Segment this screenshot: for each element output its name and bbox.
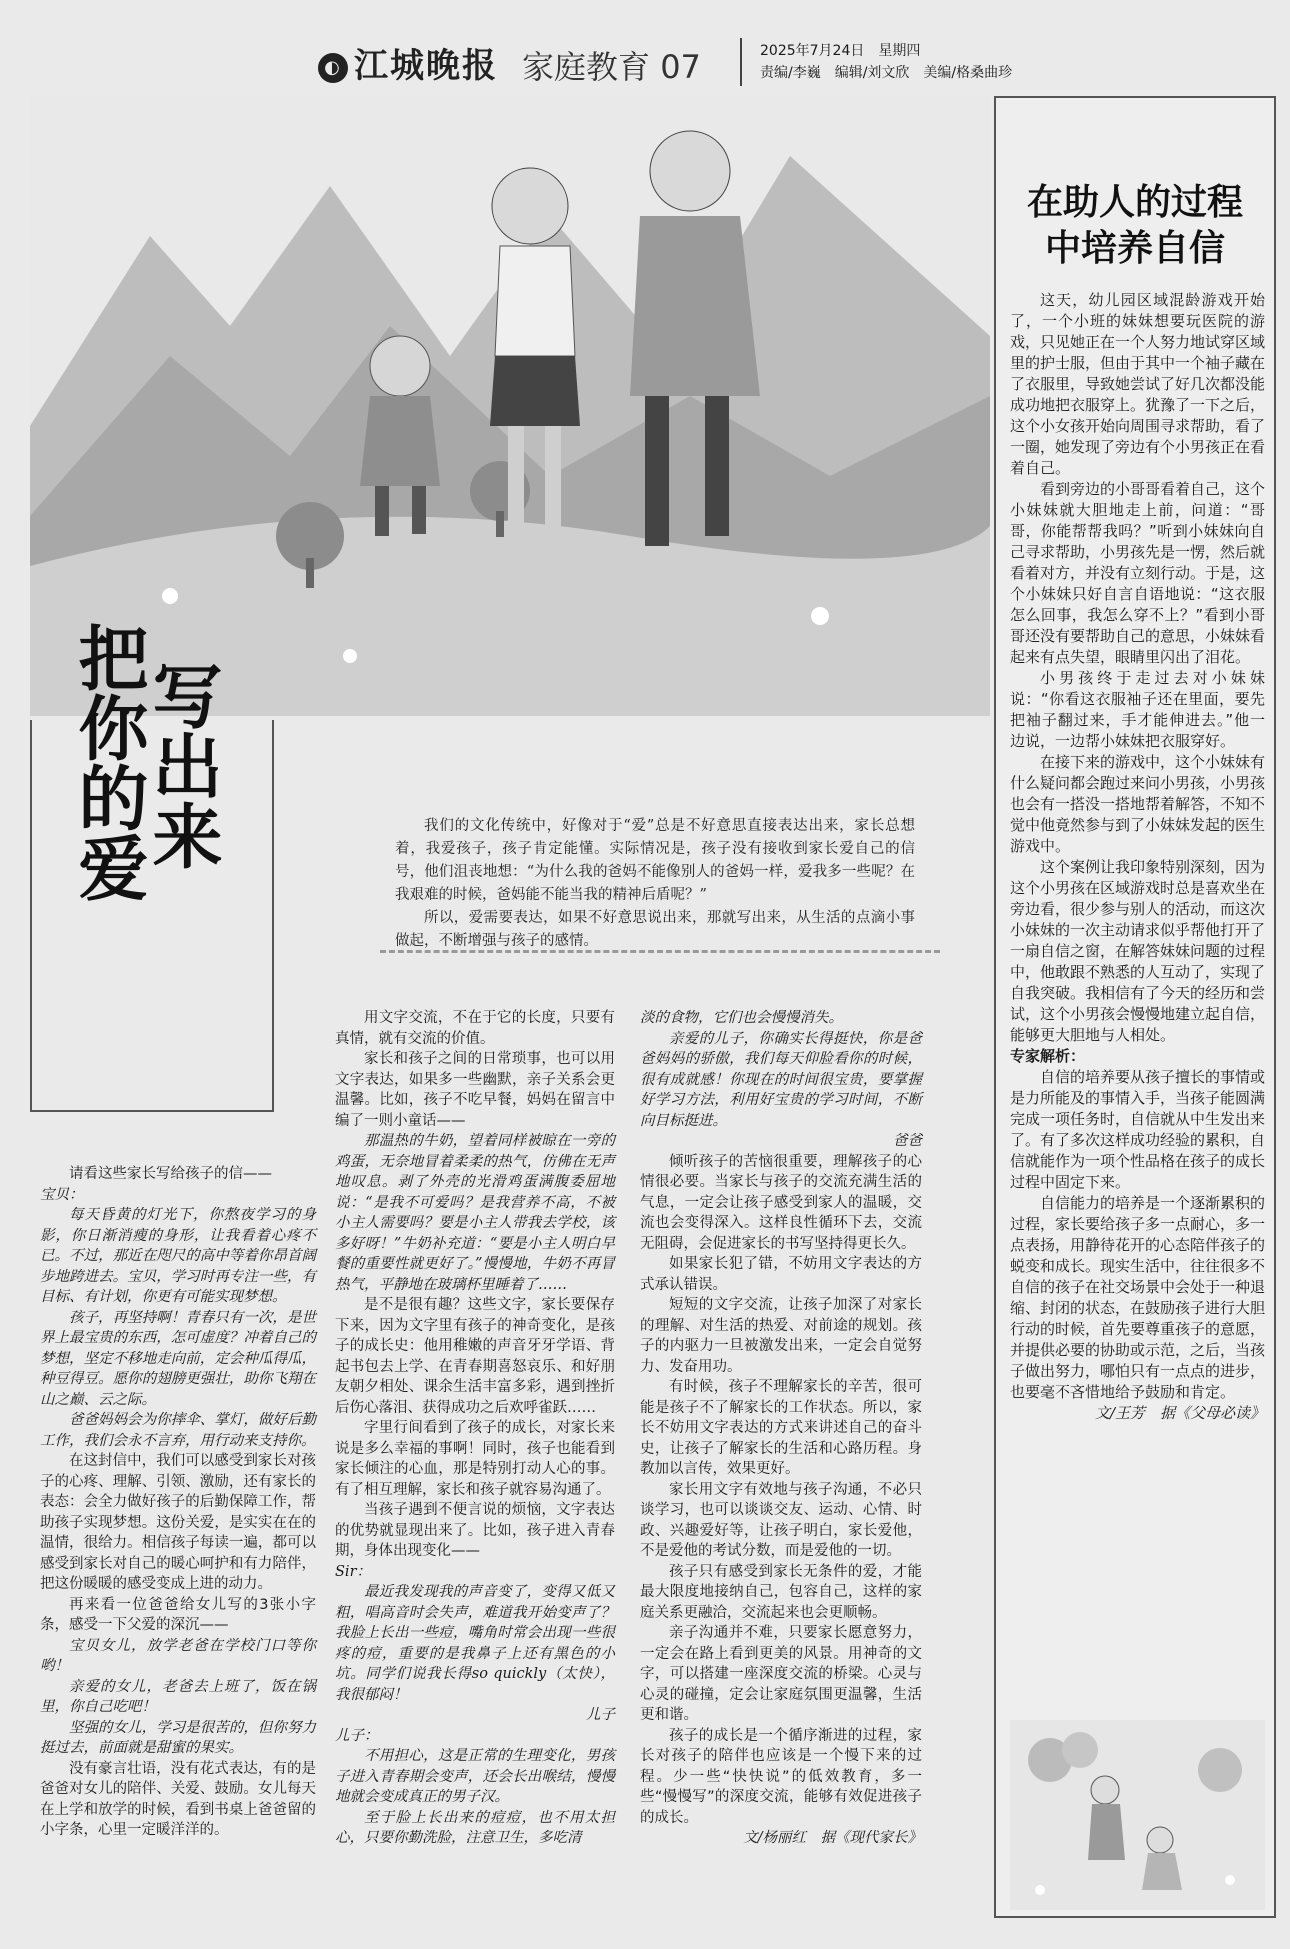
article-column-3 bbox=[640, 1008, 922, 1849]
paragraph: 儿子： bbox=[335, 1727, 379, 1744]
illustration-svg bbox=[30, 96, 990, 716]
paragraph: 如果家长犯了错，不妨用文字表达的方式承认错误。 bbox=[640, 1256, 922, 1293]
main-title-column-right: 写出来 bbox=[141, 660, 223, 870]
paragraph: 有时候，孩子不理解家长的辛苦，很可能是孩子不了解家长的工作状态。所以，家长不妨用文字表达的方式来讲述自己的奋斗史，让孩子了解家长的生活和心路历程。身教加以言传，效果更好。 bbox=[640, 1379, 922, 1477]
paragraph: 在接下来的游戏中，这个小妹妹有什么疑问都会跑过来问小男孩，小男孩也会有一搭没一搭地帮着解答，不知不觉中他竟然参与到了小妹妹发起的医生游戏中。 bbox=[1010, 753, 1266, 855]
article-intro bbox=[395, 815, 915, 953]
paragraph: 坚强的女儿，学习是很苦的，但你努力挺过去，前面就是甜蜜的果实。 bbox=[40, 1719, 316, 1756]
main-title-column-left: 把你的爱 bbox=[67, 622, 149, 902]
paragraph: 那温热的牛奶，望着同样被晾在一旁的鸡蛋，无奈地冒着柔柔的热气，仿佛在无声地叹息。剥了外壳的光滑鸡蛋满腹委屈地说：“是我不可爱吗？是我营养不高，不被小主人需要吗？要是小主人带我去学校，该多好呀！”牛奶补充道：“要是小主人明白早餐的重要性就更好了。”慢慢地，牛奶不再冒热气，平静地在玻璃杯里睡着了…… bbox=[335, 1133, 615, 1293]
paragraph: 没有豪言壮语，没有花式表达，有的是爸爸对女儿的陪伴、关爱、鼓励。女儿每天在上学和放学的时候，看到书桌上爸爸留的小字条，心里一定暖洋洋的。 bbox=[40, 1760, 316, 1838]
masthead bbox=[0, 30, 1290, 86]
section-title: 家庭教育 07 bbox=[522, 48, 701, 86]
page-number: 07 bbox=[660, 48, 701, 86]
children-illustration-svg bbox=[1010, 1720, 1265, 1910]
paragraph: 爸爸 bbox=[893, 1133, 922, 1149]
paragraph: 孩子，再坚持啊！青春只有一次，是世界上最宝贵的东西，怎可虚度？冲着自己的梦想，坚定不移地走向前，定会种瓜得瓜，种豆得豆。愿你的翅膀更强壮，助你飞翔在山之巅、云之际。 bbox=[40, 1309, 316, 1408]
paragraph: 字里行间看到了孩子的成长，对家长来说是多么幸福的事啊！同时，孩子也能看到家长倾注的心血，那是特别打动人心的事。有了相互理解，家长和孩子就容易沟通了。 bbox=[335, 1420, 615, 1498]
paragraph: 家长和孩子之间的日常琐事，也可以用文字表达，如果多一些幽默，亲子关系会更温馨。比如，孩子不吃早餐，妈妈在留言中编了一则小童话—— bbox=[335, 1051, 615, 1129]
paragraph: 这天，幼儿园区域混龄游戏开始了，一个小班的妹妹想要玩医院的游戏，只见她正在一个人努力地试穿区域里的护士服，但由于其中一个袖子藏在了衣服里，导致她尝试了好几次都没能成功地把衣服穿上。犹豫了一下之后，这个小女孩开始向周围寻求帮助，看了一圈，她发现了旁边有个小男孩正在看着自己。 bbox=[1010, 291, 1266, 477]
logo-emblem-icon: ◐ bbox=[318, 53, 348, 83]
intro-divider bbox=[380, 950, 940, 953]
paragraph: 亲爱的儿子，你确实长得挺快，你是爸爸妈妈的骄傲，我们每天仰脸看你的时候，很有成就感！你现在的时间很宝贵，要掌握好学习方法，利用好宝贵的学习时间，不断向目标挺进。 bbox=[640, 1030, 922, 1129]
paragraph: 短短的文字交流，让孩子加深了对家长的理解、对生活的热爱、对前途的规划。孩子的内驱力一旦被激发出来，一定会自觉努力、发奋用功。 bbox=[640, 1297, 922, 1375]
article-column-2 bbox=[335, 1008, 615, 1849]
paragraph: 不用担心，这是正常的生理变化，男孩子进入青春期会变声，还会长出喉结，慢慢地就会变成真正的男子汉。 bbox=[335, 1748, 615, 1805]
paragraph: 孩子只有感受到家长无条件的爱，才能最大限度地接纳自己，包容自己，这样的家庭关系更融洽，交流起来也会更顺畅。 bbox=[640, 1563, 922, 1621]
paragraph: 倾听孩子的苦恼很重要，理解孩子的心情很必要。当家长与孩子的交流充满生活的气息，一定会让孩子感受到家人的温暖，交流也会变得深入。这样良性循环下去，交流无阻碍，会促进家长的书写坚持得更长久。 bbox=[640, 1153, 922, 1252]
paragraph: 再来看一位爸爸给女儿写的3张小字条，感受一下父爱的深沉—— bbox=[40, 1596, 316, 1633]
byline: 文/王芳 据《父母必读》 bbox=[1094, 1404, 1265, 1422]
sidebar-title: 在助人的过程 中培养自信 bbox=[1026, 182, 1243, 269]
paragraph: 这个案例让我印象特别深刻，因为这个小男孩在区域游戏时总是喜欢坐在旁边看，很少参与别人的活动，而这次小妹妹的一次主动请求似乎帮他打开了一扇自信之窗，在解答妹妹问题的过程中，他敢跟不熟悉的人互动了，实现了自我突破。我相信有了今天的经历和尝试，这个小男孩会慢慢地建立起自信，能够更大胆地与人相处。 bbox=[1010, 858, 1266, 1044]
editors-line: 责编/李巍 编辑/刘文欣 美编/格桑曲珍 bbox=[760, 65, 1013, 81]
paragraph: 儿子 bbox=[586, 1707, 615, 1723]
paragraph: 孩子的成长是一个循序渐进的过程，家长对孩子的陪伴也应该是一个慢下来的过程。少一些“快快说”的低效教育，多一些“慢慢写”的深度交流，能够有效促进孩子的成长。 bbox=[640, 1727, 922, 1826]
sidebar-article-body bbox=[1010, 290, 1265, 1424]
paragraph: 淡的食物，它们也会慢慢消失。 bbox=[640, 1010, 843, 1026]
paragraph: 文/杨丽红 据《现代家长》 bbox=[743, 1830, 922, 1846]
paragraph: 家长用文字有效地与孩子沟通，不必只谈学习，也可以谈谈交友、运动、心情、时政、兴趣爱好等，让孩子明白，家长爱他，不是爱他的考试分数，而是爱他的一切。 bbox=[640, 1481, 922, 1559]
intro-paragraph: 所以，爱需要表达，如果不好意思说出来，那就写出来，从生活的点滴小事做起，不断增强与孩子的感情。 bbox=[395, 910, 915, 949]
paragraph: 在这封信中，我们可以感受到家长对孩子的心疼、理解、引领、激励，还有家长的表态：会全力做好孩子的后勤保障工作，帮助孩子实现梦想。这份关爱，是实实在在的温情，很给力。相信孩子每读一遍，都可以感受到家长对自己的暖心呵护和有力陪伴，把这份暖暖的感受变成上进的动力。 bbox=[40, 1453, 316, 1592]
masthead-divider bbox=[740, 38, 742, 86]
paragraph: 请看这些家长写给孩子的信—— bbox=[69, 1166, 272, 1182]
paragraph: 宝贝： bbox=[40, 1186, 84, 1203]
paragraph: 小男孩终于走过去对小妹妹说：“你看这衣服袖子还在里面，要先把袖子翻过来，手才能伸进去。”他一边说，一边帮小妹妹把衣服穿好。 bbox=[1010, 669, 1265, 750]
main-title-box bbox=[30, 622, 274, 1112]
paragraph: 用文字交流，不在于它的长度，只要有真情，就有交流的价值。 bbox=[335, 1010, 615, 1047]
paragraph: 看到旁边的小哥哥看着自己，这个小妹妹就大胆地走上前，问道：“哥哥，你能帮帮我吗？”听到小妹妹向自己寻求帮助，小男孩先是一愣，然后就看着对方，并没有立刻行动。于是，这个小妹妹只好自言自语地说：“这衣服怎么回事，我怎么穿不上？”看到小哥哥还没有要帮助自己的意思，小妹妹看起来有点失望，眼睛里闪出了泪花。 bbox=[1010, 480, 1266, 666]
paragraph: 亲爱的女儿，老爸去上班了，饭在锅里，你自己吃吧！ bbox=[40, 1678, 316, 1715]
date-line: 2025年7月24日 星期四 bbox=[760, 43, 921, 59]
paragraph: 自信的培养要从孩子擅长的事情或是力所能及的事情入手，当孩子能圆满完成一项任务时，自信就从中生发出来了。有了多次这样成功经验的累积，自信就能作为一项个性品格在孩子的成长过程中固定下来。 bbox=[1010, 1068, 1266, 1191]
children-illustration bbox=[1010, 1720, 1265, 1910]
paragraph: 自信能力的培养是一个逐渐累积的过程，家长要给孩子多一点耐心，多一点表扬，用静待花开的心态陪伴孩子的蜕变和成长。现实生活中，往往很多不自信的孩子在社交场景中会处于一种退缩、封闭的状态，在鼓励孩子进行大胆行动的时候，首先要尊重孩子的意愿，并提供必要的协助或示范，之后，当孩子做出努力，哪怕只有一点点的进步，也要毫不吝惜地给予鼓励和肯定。 bbox=[1010, 1194, 1266, 1401]
intro-paragraph: 我们的文化传统中，好像对于“爱”总是不好意思直接表达出来，家长总想着，我爱孩子，孩子肯定能懂。实际情况是，孩子没有接收到家长爱自己的信号，他们沮丧地想：“为什么我的爸妈不能像别人的爸妈一样，爱我多一些呢？在我艰难的时候，爸妈能不能当我的精神后盾呢？” bbox=[395, 818, 915, 903]
article-column-1 bbox=[40, 1164, 316, 1841]
paragraph: 亲子沟通并不难，只要家长愿意努力，一定会在路上看到更美的风景。用神奇的文字，可以搭建一座深度交流的桥梁。心灵与心灵的碰撞，定会让家庭氛围更温馨，生活更和谐。 bbox=[640, 1625, 922, 1723]
paragraph: Sir： bbox=[335, 1563, 372, 1580]
paragraph: 至于脸上长出来的痘痘，也不用太担心，只要你勤洗脸，注意卫生，多吃清 bbox=[335, 1809, 615, 1846]
family-running-illustration bbox=[30, 96, 990, 716]
newspaper-logo: ◐ 江城晚报 bbox=[318, 38, 498, 87]
paragraph: 爸爸妈妈会为你摔伞、掌灯，做好后勤工作，我们会永不言弃，用行动来支持你。 bbox=[40, 1412, 316, 1449]
paragraph: 最近我发现我的声音变了，变得又低又粗，唱高音时会失声，难道我开始变声了？我脸上长出一些痘，嘴角时常会出现一些很疼的痘，重要的是我鼻子上还有黑色的小坑。同学们说我长得so quickly（太快），我很郁闷！ bbox=[335, 1584, 615, 1703]
paragraph: 每天昏黄的灯光下，你熬夜学习的身影，你日渐消瘦的身形，让我看着心疼不已。不过，那近在咫尺的高中等着你昂首阔步地跨进去。宝贝，学习时再专注一些，有目标、有计划，你更有可能实现梦想。 bbox=[40, 1207, 316, 1305]
paragraph: 是不是很有趣？这些文字，家长要保存下来，因为文字里有孩子的神奇变化，是孩子的成长史：他用稚嫩的声音牙牙学语、背起书包去上学、在青春期喜怒哀乐、和好朋友朝夕相处、课余生活丰富多彩，遇到挫折后伤心落泪、获得成功之后欢呼雀跃…… bbox=[335, 1297, 615, 1416]
expert-analysis-heading: 专家解析： bbox=[1010, 1047, 1086, 1065]
paragraph: 当孩子遇到不便言说的烦恼，文字表达的优势就显现出来了。比如，孩子进入青春期，身体出现变化—— bbox=[335, 1502, 615, 1559]
paragraph: 宝贝女儿，放学老爸在学校门口等你哟！ bbox=[40, 1637, 316, 1674]
